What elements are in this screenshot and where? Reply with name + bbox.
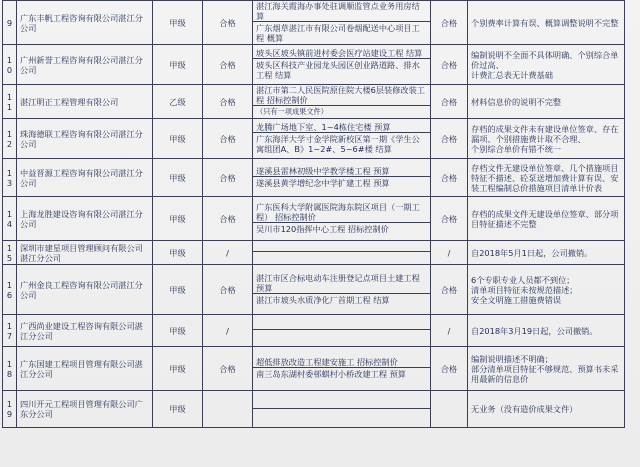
- check-result-cell: 合格: [431, 45, 468, 85]
- remark-line: 存档的成果文件无建设单位签章、部分项目特征描述不完整: [471, 208, 619, 229]
- table-row: [3, 119, 625, 159]
- self-check-rating-cell: 合格: [203, 45, 253, 85]
- self-check-rating-cell: [203, 391, 253, 428]
- self-check-rating-cell: 合格: [203, 265, 253, 315]
- qualification-grade-cell: 甲级: [153, 119, 203, 159]
- remarks-cell: [468, 159, 625, 197]
- remark-line: 自2018年5月1日起，公司撤销。: [471, 247, 593, 258]
- remarks-cell: [468, 197, 625, 241]
- remark-line: 材料信息价的说明不完整: [471, 96, 562, 107]
- qualification-grade-cell: 甲级: [153, 315, 203, 347]
- project-file-2: 遂溪县黄学增纪念中学扩建工程 预算: [253, 176, 430, 189]
- company-name-cell: 广州新誉工程咨询有限公司湛江分公司: [17, 45, 153, 85]
- table-row: [3, 391, 625, 428]
- remarks-cell: [468, 45, 625, 85]
- remark-line: 个别费率计算有误、概算调整说明不完整: [471, 17, 619, 28]
- check-result-cell: [431, 391, 468, 428]
- row-number-cell: 16: [3, 265, 17, 315]
- project-files-cell: [253, 1, 431, 45]
- row-number-cell: 10: [3, 45, 17, 85]
- project-files-cell: [253, 265, 431, 315]
- table-row: [3, 241, 625, 265]
- project-files-cell: [253, 85, 431, 119]
- remark-line: 无业务（没有造价成果文件）: [471, 404, 578, 414]
- remark-line: 存档的成果文件未有建设单位签章、存在漏项、个别措施费计取不合理、: [471, 123, 619, 144]
- project-files-cell: [253, 391, 431, 428]
- qualification-grade-cell: 甲级: [153, 159, 203, 197]
- qualification-grade-cell: 甲级: [153, 241, 203, 265]
- company-name-cell: 珠海德联工程咨询有限公司湛江分公司: [17, 119, 153, 159]
- qualification-grade-cell: 甲级: [153, 45, 203, 85]
- table-row: [3, 45, 625, 85]
- qualification-grade-cell: 甲级: [153, 265, 203, 315]
- project-file-1: 龙腾广场地下室、1~4栋住宅楼 预算: [256, 122, 391, 132]
- qualification-grade-cell: 甲级: [153, 347, 203, 391]
- remark-line: 清单项目特征未按规范描述；: [471, 284, 578, 295]
- project-files-cell: [253, 159, 431, 197]
- check-result-cell: 合格: [431, 197, 468, 241]
- row-number-cell: 19: [3, 391, 17, 428]
- qualification-grade-cell: 乙级: [153, 85, 203, 119]
- project-file-2: 南三岛东湖村委邨蜞村小桥改建工程 预算: [253, 367, 430, 380]
- check-result-cell: 合格: [431, 159, 468, 197]
- project-file-2: 湛江市坡头水质净化厂首期工程 结算: [253, 293, 430, 306]
- row-number-cell: 15: [3, 241, 17, 265]
- company-name-cell: 上海龙胜建设咨询有限公司湛江分公司: [17, 197, 153, 241]
- project-file-2: [253, 329, 430, 332]
- project-file-2: （只有一项成果文件）: [253, 105, 430, 118]
- check-result-cell: 合格: [431, 85, 468, 119]
- remark-line: 6个专职专业人员都不到位；: [471, 274, 575, 285]
- remarks-cell: [468, 391, 625, 428]
- remark-line: 编制说明描述不明确；: [471, 353, 553, 364]
- self-check-rating-cell: 合格: [203, 197, 253, 241]
- remark-line: 自2018年3月19日起，公司撤销。: [471, 325, 598, 336]
- audit-results-table: [2, 0, 625, 428]
- remark-line: 安全文明施工措施费错误: [471, 294, 562, 305]
- remark-line: 计费汇总表无计费基础: [471, 69, 553, 80]
- project-file-1: 遂溪县雷林初级中学教学楼工程 预算: [256, 166, 390, 176]
- project-file-1: 湛江市区合标电动车注册登记点项目土建工程 预算: [256, 273, 420, 293]
- remark-line: 个别综合单价有错不统一: [471, 143, 562, 154]
- company-name-cell: 广州金良工程咨询有限公司湛江分公司: [17, 265, 153, 315]
- qualification-grade-cell: 甲级: [153, 197, 203, 241]
- project-files-cell: [253, 119, 431, 159]
- company-name-cell: 四川开元工程项目管理有限公司广东分公司: [17, 391, 153, 428]
- remark-line: 部分清单项目特征不够规范、预算书未采用最新的信息价: [471, 363, 619, 384]
- project-file-2: 坡头区科技产业园龙头园区创业路道路、排水工程 结算: [253, 58, 430, 81]
- row-number-cell: 12: [3, 119, 17, 159]
- project-file-1: 湛江市第二人民医院原住院大楼6层装修改装工程 招标控制价: [256, 85, 425, 105]
- company-name-cell: 广东丰帆工程咨询有限公司湛江分公司: [17, 1, 153, 45]
- self-check-rating-cell: 合格: [203, 1, 253, 45]
- row-number-cell: 18: [3, 347, 17, 391]
- qualification-grade-cell: 甲级: [153, 391, 203, 428]
- company-name-cell: 广东国建工程项目管理有限公司湛江分公司: [17, 347, 153, 391]
- project-file-2: 吴川市120指挥中心工程 招标控制价: [253, 222, 430, 235]
- project-files-cell: [253, 347, 431, 391]
- row-number-cell: 17: [3, 315, 17, 347]
- project-file-2: [253, 408, 430, 411]
- row-number-cell: 14: [3, 197, 17, 241]
- row-number-cell: 13: [3, 159, 17, 197]
- qualification-grade-cell: 甲级: [153, 1, 203, 45]
- project-files-cell: [253, 45, 431, 85]
- self-check-rating-cell: 合格: [203, 159, 253, 197]
- remarks-cell: [468, 265, 625, 315]
- self-check-rating-cell: 合格: [203, 85, 253, 119]
- company-name-cell: 湛江明正工程管理有限公司: [17, 85, 153, 119]
- remarks-cell: [468, 347, 625, 391]
- table-row: [3, 265, 625, 315]
- table-row: [3, 315, 625, 347]
- company-name-cell: 广西尚业建设工程咨询有限公司湛江分公司: [17, 315, 153, 347]
- self-check-rating-cell: /: [203, 315, 253, 347]
- project-file-1: 坡头区坡头镇前进村委会医疗站建设工程 结算: [256, 48, 423, 58]
- row-number-cell: 11: [3, 85, 17, 119]
- project-files-cell: [253, 241, 431, 265]
- self-check-rating-cell: 合格: [203, 119, 253, 159]
- table-body: [3, 1, 625, 428]
- remarks-cell: [468, 315, 625, 347]
- remark-line: 存档文件无建设单位签章、几个措施项目特征不描述、砼泵送增加费计算有误、安装工程编制总价措施项目清单计价表: [471, 162, 619, 193]
- project-file-1: 广东医科大学附属医院海东院区项目（一期工程） 招标控制价: [256, 202, 420, 222]
- table-row: [3, 85, 625, 119]
- company-name-cell: 深圳市建星项目管理顾问有限公司湛江分公司: [17, 241, 153, 265]
- company-name-cell: 中益晋源工程咨询有限公司湛江分公司: [17, 159, 153, 197]
- remarks-cell: [468, 1, 625, 45]
- check-result-cell: /: [431, 241, 468, 265]
- table-row: [3, 197, 625, 241]
- check-result-cell: 合格: [431, 119, 468, 159]
- self-check-rating-cell: 合格: [203, 347, 253, 391]
- project-file-2: 广东烟草湛江市有限公司卷烟配送中心项目工程 概算: [253, 21, 430, 44]
- project-file-2: 广东海洋大学寸金学院新校区第一期《学生公寓组团A、B》1~2#、5~6#楼 结算: [253, 132, 430, 155]
- remarks-cell: [468, 85, 625, 119]
- row-number-cell: 9: [3, 1, 17, 45]
- project-files-cell: [253, 197, 431, 241]
- remark-line: 编制说明不全面不具体明确、个别综合单价过高、: [471, 49, 619, 70]
- check-result-cell: 合格: [431, 1, 468, 45]
- remarks-cell: [468, 119, 625, 159]
- project-file-1: 湛江海关霞海办事处驻调顺监管点业务用房结算: [256, 1, 420, 21]
- check-result-cell: /: [431, 315, 468, 347]
- remarks-cell: [468, 241, 625, 265]
- self-check-rating-cell: /: [203, 241, 253, 265]
- check-result-cell: 合格: [431, 265, 468, 315]
- project-file-2: [253, 251, 430, 254]
- table-row: [3, 159, 625, 197]
- check-result-cell: 合格: [431, 347, 468, 391]
- table-row: [3, 1, 625, 45]
- project-files-cell: [253, 315, 431, 347]
- project-file-1: 超低排放改造工程建安施工 招标控制价: [256, 357, 398, 367]
- table-row: [3, 347, 625, 391]
